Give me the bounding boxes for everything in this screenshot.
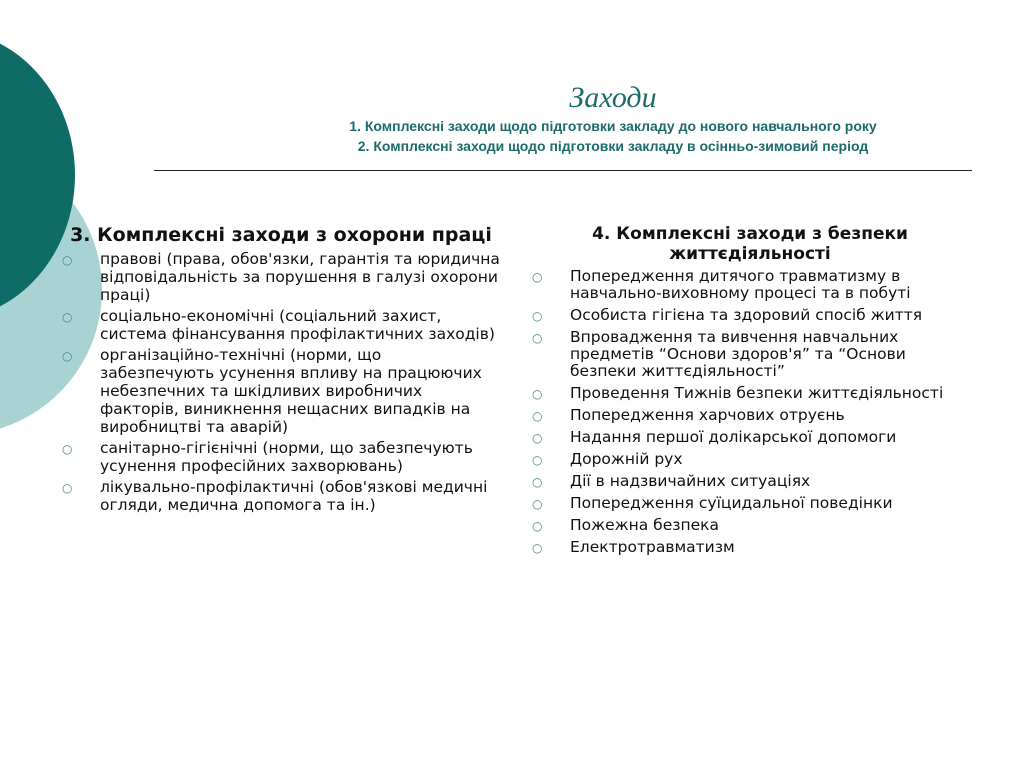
- list-item-text: Електротравматизм: [570, 538, 735, 556]
- list-item-text: соціально-економічні (соціальний захист, система фінансування профілактичних заходів): [100, 307, 495, 343]
- list-item-text: організаційно-технічні (норми, що забезпечують усунення впливу на працюючих небезпечних та шкідливих виробничих факторів, виникнення нещасних випадків на виробництві та аварій): [100, 346, 482, 436]
- list-item-text: Дорожній рух: [570, 450, 683, 468]
- list-item-text: Дії в надзвичайних ситуаціях: [570, 472, 811, 490]
- list-item: [530, 307, 970, 324]
- bullet-circle-icon: ○: [532, 497, 543, 511]
- bullet-circle-icon: ○: [532, 331, 543, 345]
- slide-subtitle-1: 1. Комплексні заходи щодо підготовки закладу до нового навчального року: [349, 118, 877, 134]
- list-item: [530, 495, 970, 512]
- bullet-circle-icon: ○: [532, 431, 543, 445]
- bullet-circle-icon: ○: [532, 387, 543, 401]
- right-bullet-list: [530, 268, 970, 556]
- left-column-heading: 3. Комплексні заходи з охорони праці: [70, 224, 492, 246]
- list-item: [530, 473, 970, 490]
- list-item-text: Попередження харчових отруєнь: [570, 406, 845, 424]
- list-item-text: лікувально-профілактичні (обов'язкові медичні огляди, медична допомога та ін.): [100, 478, 488, 514]
- bullet-circle-icon: ○: [532, 270, 543, 284]
- list-item: [530, 268, 970, 302]
- list-item: [530, 517, 970, 534]
- bullet-circle-icon: ○: [532, 453, 543, 467]
- list-item: [62, 250, 500, 304]
- left-column: [62, 224, 500, 517]
- list-item: [530, 329, 970, 380]
- list-item: [530, 451, 970, 468]
- list-item-text: Надання першої долікарської допомоги: [570, 428, 897, 446]
- slide-title-main: Заходи: [569, 81, 657, 114]
- bullet-circle-icon: ○: [62, 349, 73, 363]
- list-item-text: правові (права, обов'язки, гарантія та юридична відповідальність за порушення в галузі охорони праці): [100, 250, 500, 304]
- slide-title: [150, 80, 980, 156]
- list-item: [62, 346, 500, 436]
- bullet-circle-icon: ○: [62, 481, 73, 495]
- list-item: [62, 307, 500, 343]
- list-item: [530, 385, 970, 402]
- bullet-circle-icon: ○: [62, 442, 73, 456]
- list-item-text: Впровадження та вивчення навчальних предметів “Основи здоров'я” та “Основи безпеки життєдіяльності”: [570, 328, 906, 380]
- list-item-text: Попередження дитячого травматизму в навчально-виховному процесі та в побуті: [570, 267, 911, 302]
- list-item-text: Попередження суїцидальної поведінки: [570, 494, 893, 512]
- list-item: [530, 407, 970, 424]
- list-item: [530, 539, 970, 556]
- bullet-circle-icon: ○: [62, 253, 73, 267]
- list-item-text: Особиста гігієна та здоровий спосіб життя: [570, 306, 923, 324]
- bullet-circle-icon: ○: [532, 475, 543, 489]
- list-item-text: санітарно-гігієнічні (норми, що забезпечують усунення професійних захворювань): [100, 439, 473, 475]
- title-divider: [154, 170, 972, 171]
- bullet-circle-icon: ○: [532, 541, 543, 555]
- right-column-heading: 4. Комплексні заходи з безпеки життєдіяльності: [592, 224, 908, 264]
- bullet-circle-icon: ○: [532, 409, 543, 423]
- list-item: [62, 439, 500, 475]
- list-item: [62, 478, 500, 514]
- left-bullet-list: [62, 250, 500, 514]
- bullet-circle-icon: ○: [62, 310, 73, 324]
- bullet-circle-icon: ○: [532, 519, 543, 533]
- slide-subtitle-2: 2. Комплексні заходи щодо підготовки закладу в осінньо-зимовий період: [357, 138, 869, 154]
- list-item-text: Проведення Тижнів безпеки життєдіяльності: [570, 384, 944, 402]
- list-item-text: Пожежна безпека: [570, 516, 720, 534]
- list-item: [530, 429, 970, 446]
- right-column: [530, 224, 970, 561]
- bullet-circle-icon: ○: [532, 309, 543, 323]
